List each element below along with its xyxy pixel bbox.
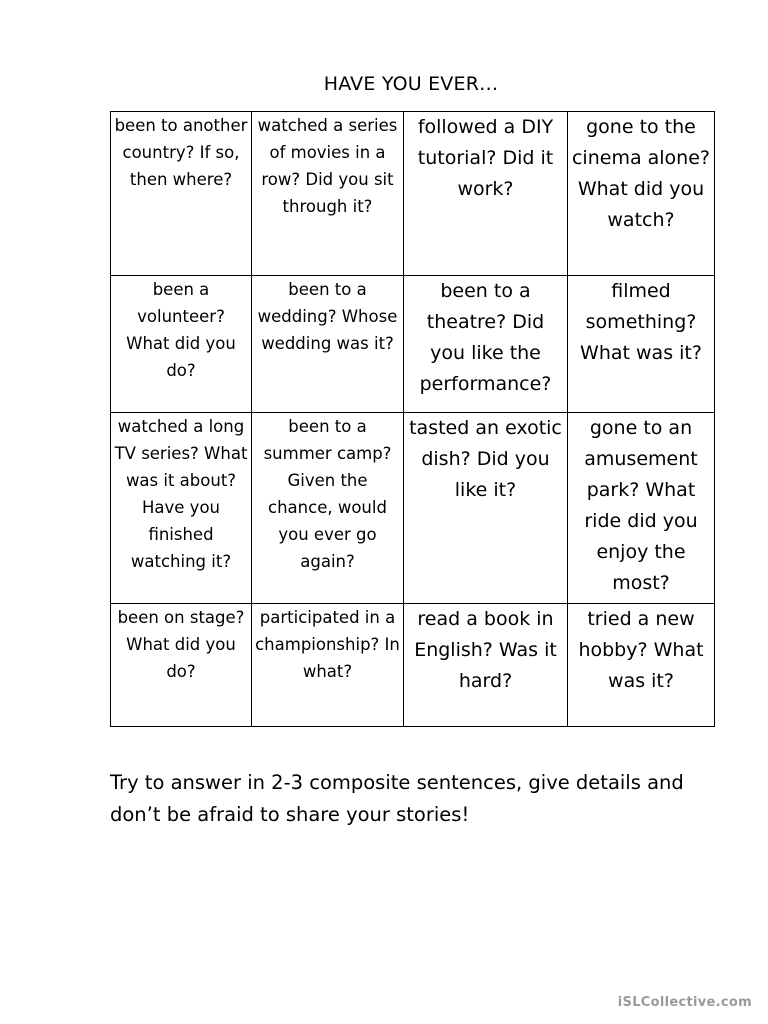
grid-row: [111, 276, 715, 413]
question-card: been to a wedding? Whose wedding was it?: [252, 276, 404, 413]
question-card: gone to an amusement park? What ride did you enjoy the most?: [568, 413, 715, 604]
question-card: read a book in English? Was it hard?: [404, 604, 568, 727]
question-grid: [110, 111, 715, 727]
question-card: participated in a championship? In what?: [252, 604, 404, 727]
question-card: watched a series of movies in a row? Did you sit through it?: [252, 112, 404, 276]
page-title: HAVE YOU EVER…: [323, 73, 499, 95]
question-card: been to another country? If so, then where?: [111, 112, 252, 276]
grid-row: [111, 413, 715, 604]
instructions-text: Try to answer in 2-3 composite sentences, give details and don’t be afraid to share your stories!: [110, 771, 684, 826]
question-card: followed a DIY tutorial? Did it work?: [404, 112, 568, 276]
question-card: watched a long TV series? What was it about? Have you finished watching it?: [111, 413, 252, 604]
question-card: filmed something? What was it?: [568, 276, 715, 413]
watermark: iSLCollective.com: [617, 995, 752, 1010]
question-card: tasted an exotic dish? Did you like it?: [404, 413, 568, 604]
question-card: tried a new hobby? What was it?: [568, 604, 715, 727]
question-card: been to a theatre? Did you like the performance?: [404, 276, 568, 413]
grid-row: [111, 604, 715, 727]
question-card: gone to the cinema alone? What did you watch?: [568, 112, 715, 276]
question-card: been a volunteer? What did you do?: [111, 276, 252, 413]
grid-row: [111, 112, 715, 276]
question-card: been to a summer camp? Given the chance, would you ever go again?: [252, 413, 404, 604]
question-card: been on stage? What did you do?: [111, 604, 252, 727]
